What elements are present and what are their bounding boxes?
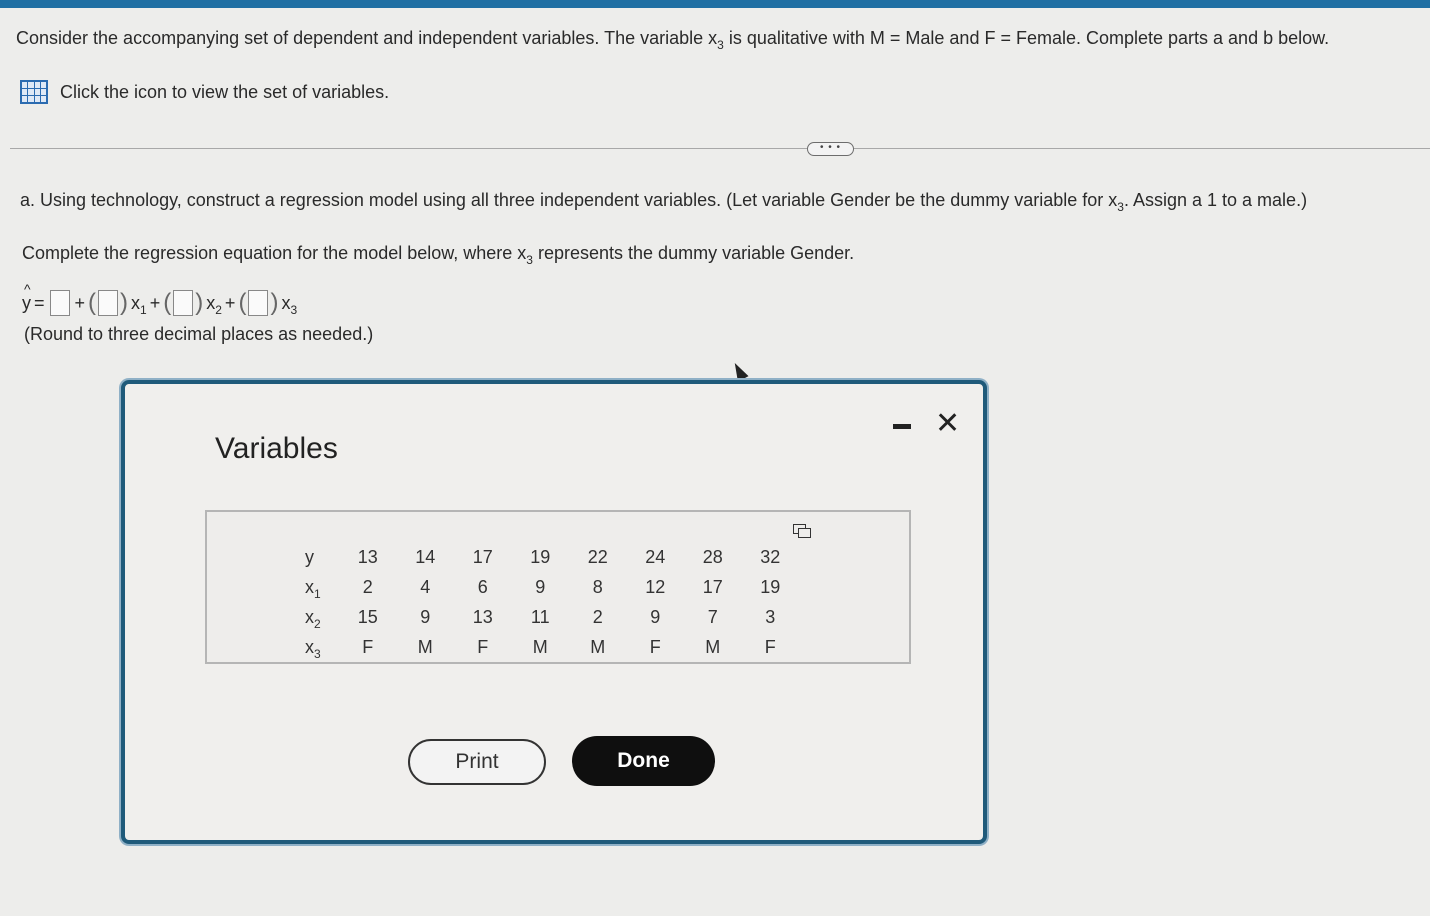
table-cell: 12 (645, 576, 666, 597)
table-cell: 19 (530, 546, 551, 567)
expand-more-button[interactable]: • • • (807, 142, 854, 156)
table-cell: 22 (587, 546, 608, 567)
complete-text-2: represents the dummy variable Gender. (532, 243, 855, 263)
question-intro (16, 28, 1330, 52)
intro-subscript: 3 (717, 38, 724, 52)
x3-term: $x_3$ (281, 292, 298, 317)
part-a-instructions (20, 190, 1308, 214)
view-variables-label[interactable]: Click the icon to view the set of variables. (60, 81, 390, 102)
row-label: $x_1$ (305, 576, 321, 601)
top-accent-bar (0, 0, 1430, 8)
table-cell: 19 (760, 576, 781, 597)
b2-group: ( ) (163, 289, 204, 316)
table-row (299, 572, 799, 602)
table-cell: 2 (362, 576, 373, 597)
y-hat-symbol: ^ y (22, 293, 31, 314)
plus-sign: + (149, 292, 161, 313)
table-cell: 2 (592, 606, 603, 627)
table-cell: 9 (650, 606, 661, 627)
table-cell: 8 (592, 576, 603, 597)
variables-table (299, 542, 799, 662)
table-cell: 17 (472, 546, 493, 567)
complete-text-1: Complete the regression equation for the model below, where x (22, 243, 527, 263)
table-cell: 13 (472, 606, 493, 627)
table-cell: 3 (765, 606, 776, 627)
table-cell: M (590, 636, 606, 657)
table-cell: M (705, 636, 721, 657)
view-variables-link[interactable] (20, 80, 389, 104)
table-row (299, 602, 799, 632)
table-cell: 6 (477, 576, 488, 597)
table-cell: 9 (535, 576, 546, 597)
plus-sign: + (224, 292, 236, 313)
row-label: y (305, 546, 314, 567)
b3-coefficient-input[interactable] (248, 290, 268, 316)
dialog-title: Variables (215, 432, 338, 465)
table-cell: 24 (645, 546, 666, 567)
table-cell: M (532, 636, 548, 657)
regression-equation (22, 290, 297, 316)
table-cell: F (649, 636, 661, 657)
b1-coefficient-input[interactable] (98, 290, 118, 316)
row-label: $x_2$ (305, 606, 321, 631)
table-cell: 28 (702, 546, 723, 567)
table-cell: 13 (357, 546, 378, 567)
part-a-text-2: . Assign a 1 to a male.) (1123, 190, 1308, 210)
rounding-note: (Round to three decimal places as needed.) (24, 324, 374, 344)
table-cell: 4 (420, 576, 431, 597)
complete-subscript: 3 (526, 253, 533, 267)
table-cell: 7 (707, 606, 718, 627)
b2-coefficient-input[interactable] (173, 290, 193, 316)
table-row (299, 542, 799, 572)
table-cell: F (477, 636, 489, 657)
section-divider (10, 148, 1430, 149)
intercept-input[interactable] (50, 290, 70, 316)
intro-text-2: is qualitative with M = Male and F = Female. Complete parts a and b below. (723, 28, 1330, 48)
equals-sign: = (34, 292, 45, 313)
grid-table-icon[interactable] (20, 80, 48, 104)
table-cell: F (764, 636, 776, 657)
table-cell: 15 (357, 606, 378, 627)
minimize-icon[interactable] (893, 424, 911, 429)
table-cell: 32 (760, 546, 781, 567)
variables-dialog (121, 380, 987, 844)
row-label: $x_3$ (305, 636, 321, 661)
print-button[interactable]: Print (408, 739, 546, 785)
table-cell: 14 (415, 546, 436, 567)
intro-text-1: Consider the accompanying set of dependent and independent variables. The variable x (16, 28, 718, 48)
b1-group: ( ) (88, 289, 129, 316)
equation-instructions (22, 243, 855, 267)
done-button[interactable]: Done (572, 736, 715, 786)
table-cell: 9 (420, 606, 431, 627)
part-a-subscript: 3 (1117, 200, 1124, 214)
table-cell: 11 (530, 606, 550, 627)
x1-term: $x_1$ (131, 292, 147, 317)
table-cell: F (362, 636, 374, 657)
copy-icon[interactable] (793, 524, 809, 538)
b3-group: ( ) (238, 289, 279, 316)
x2-term: $x_2$ (206, 292, 222, 317)
plus-sign: + (74, 292, 86, 313)
table-row (299, 632, 799, 662)
variables-table-frame (205, 510, 911, 664)
table-cell: M (417, 636, 433, 657)
table-cell: 17 (702, 576, 723, 597)
part-a-text-1: a. Using technology, construct a regression model using all three independent variables. (Let variable Gender be the dummy variable for x (20, 190, 1118, 210)
close-icon[interactable]: ✕ (935, 407, 961, 440)
